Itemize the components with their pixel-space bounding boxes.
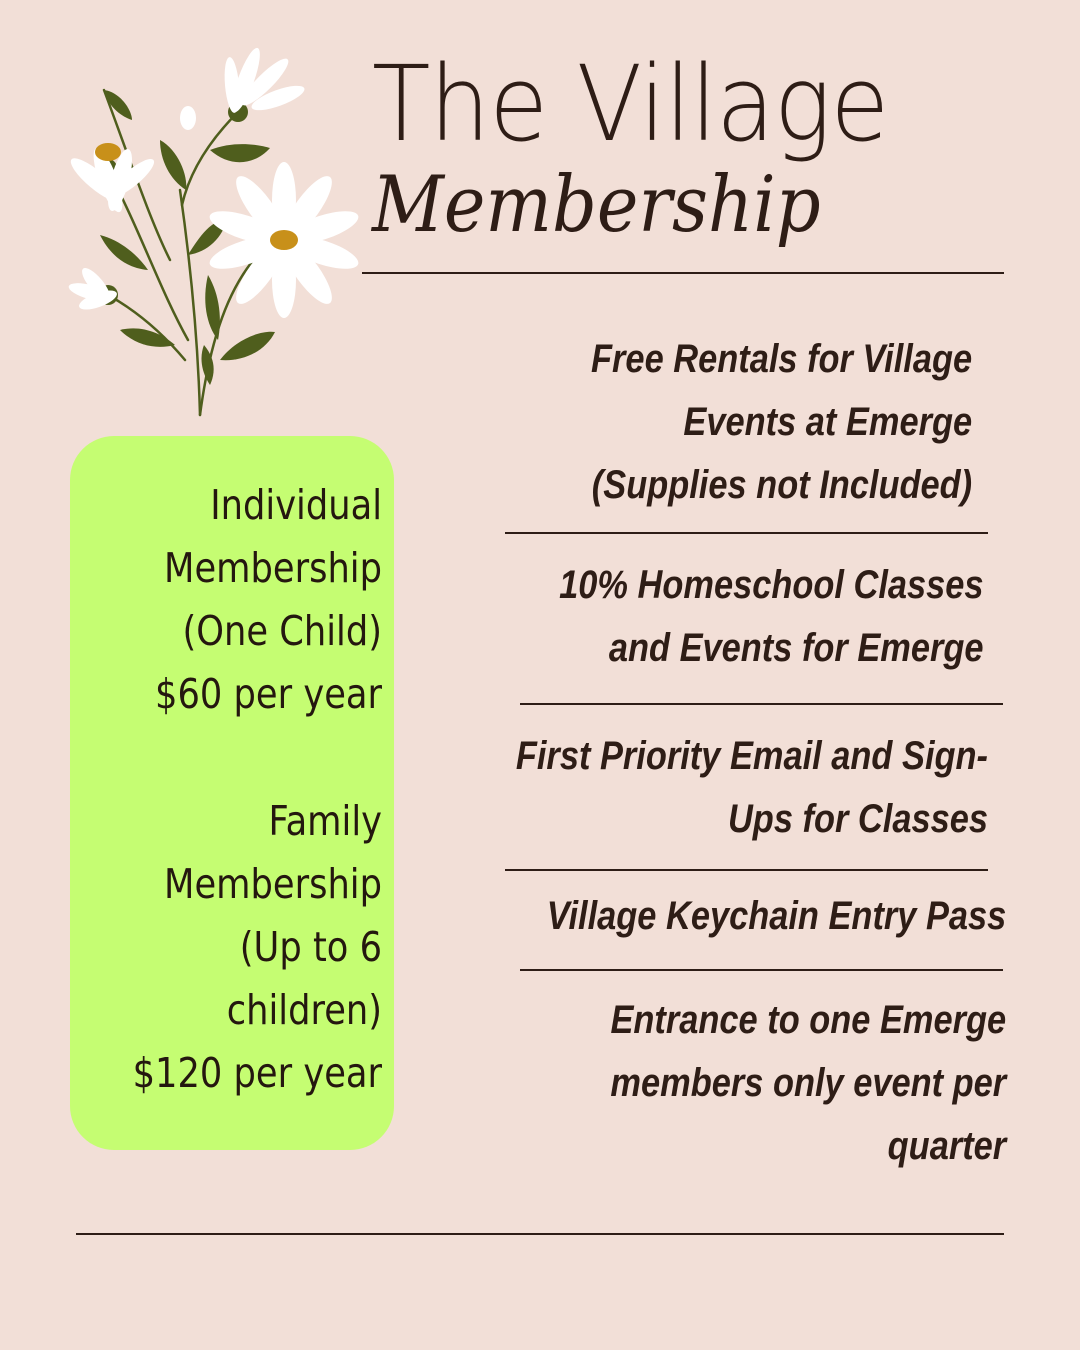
page-title: The Village [372,43,889,165]
membership-plans-panel [70,436,394,1150]
plan-line: Family [268,797,382,845]
footer-divider [76,1233,1004,1235]
benefit-line: Events at Emerge [683,400,972,444]
benefit-line: Entrance to one Emerge [610,998,1006,1042]
benefit-divider [520,703,1003,705]
individual-plan [82,474,382,726]
benefit-divider [505,532,988,534]
plan-price: $60 per year [155,670,382,718]
daisy-bouquet-icon [60,40,360,420]
benefit-line: members only event per [610,1061,1006,1105]
page-subtitle: Membership [372,160,821,250]
benefit-line: (Supplies not Included) [591,463,972,507]
plan-line: (One Child) [182,607,382,655]
benefit-homeschool-discount [490,554,984,680]
title-underline [362,272,1004,274]
benefit-line: Ups for Classes [727,797,988,841]
benefit-keychain-pass [472,885,1006,948]
plan-line: Membership [164,860,382,908]
family-plan [82,790,382,1105]
benefit-priority-signups [439,725,988,851]
benefit-line: Free Rentals for Village [590,337,972,381]
plan-line: Membership [164,544,382,592]
benefit-line: Village Keychain Entry Pass [546,894,1006,938]
plan-line: Individual [210,481,382,529]
benefit-line: and Events for Emerge [609,626,984,670]
plan-line: children) [226,986,382,1034]
benefit-line: First Priority Email and Sign- [515,734,988,778]
benefit-free-rentals [529,328,972,517]
benefit-line: 10% Homeschool Classes [559,563,984,607]
benefit-line: quarter [887,1124,1006,1168]
plan-price: $120 per year [132,1049,382,1097]
plan-line: (Up to 6 [239,923,382,971]
benefit-divider [520,969,1003,971]
benefit-divider [505,869,988,871]
benefit-members-event [546,989,1006,1178]
